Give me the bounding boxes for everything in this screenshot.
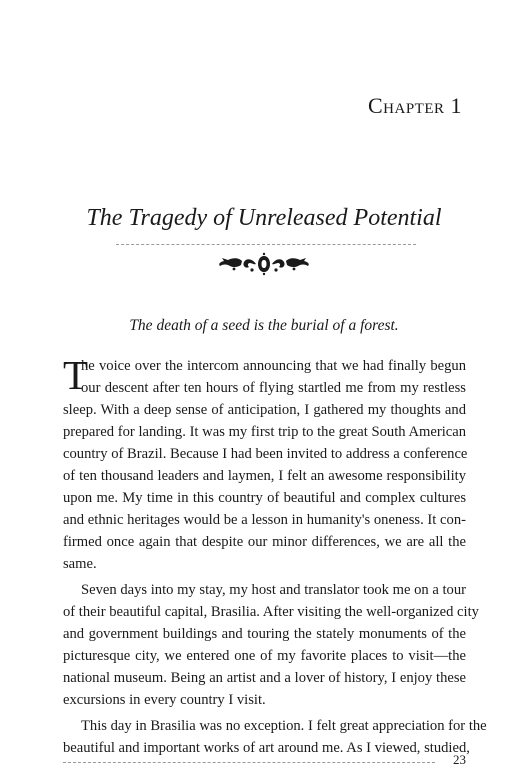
footer-divider	[63, 762, 435, 763]
paragraph	[63, 579, 479, 711]
chapter-label: Chapter 1	[367, 93, 462, 118]
text-line: upon me. My time in this country of beautiful and complex cultures	[63, 490, 466, 506]
page-number: 23	[453, 752, 466, 767]
text-line: excursions in every country I visit.	[63, 692, 266, 708]
body-text	[63, 352, 487, 759]
text-line: beautiful and important works of art around me. As I viewed, studied,	[63, 740, 470, 756]
paragraph	[63, 715, 487, 759]
text-line: Seven days into my stay, my host and translator took me on a tour	[81, 582, 466, 598]
text-line: national museum. Being an artist and a lover of history, I enjoy these	[63, 670, 466, 686]
text-line: of their beautiful capital, Brasilia. After visiting the well-organized city	[63, 604, 479, 620]
epigraph: The death of a seed is the burial of a forest.	[129, 317, 399, 334]
paragraph	[63, 352, 468, 575]
text-line: of ten thousand leaders and laymen, I felt an awesome responsibility	[63, 468, 466, 484]
text-line: and ethnic heritages would be a lesson in humanity's oneness. It con-	[63, 512, 466, 528]
text-line: our descent after ten hours of flying startled me from my restless	[81, 380, 466, 396]
text-line: prepared for landing. It was my first trip to the great South American	[63, 424, 466, 440]
text-line: and government buildings and touring the stately monuments of the	[63, 626, 466, 642]
title-divider	[116, 244, 416, 245]
text-line: sleep. With a deep sense of anticipation, I gathered my thoughts and	[63, 402, 466, 418]
text-line: picturesque city, we entered one of my favorite places to visit—the	[63, 648, 466, 664]
text-line: country of Brazil. Because I had been invited to address a conference	[63, 446, 468, 462]
decorative-flourish-icon	[0, 252, 528, 281]
text-line: This day in Brasilia was no exception. I felt great appreciation for the	[81, 718, 487, 734]
drop-cap: T	[63, 352, 89, 398]
text-line: same.	[63, 556, 97, 572]
text-line: he voice over the intercom announcing that we had finally begun	[81, 358, 466, 374]
chapter-title: The Tragedy of Unreleased Potential	[86, 205, 442, 231]
text-line: firmed once again that despite our minor differences, we are all the	[63, 534, 466, 550]
